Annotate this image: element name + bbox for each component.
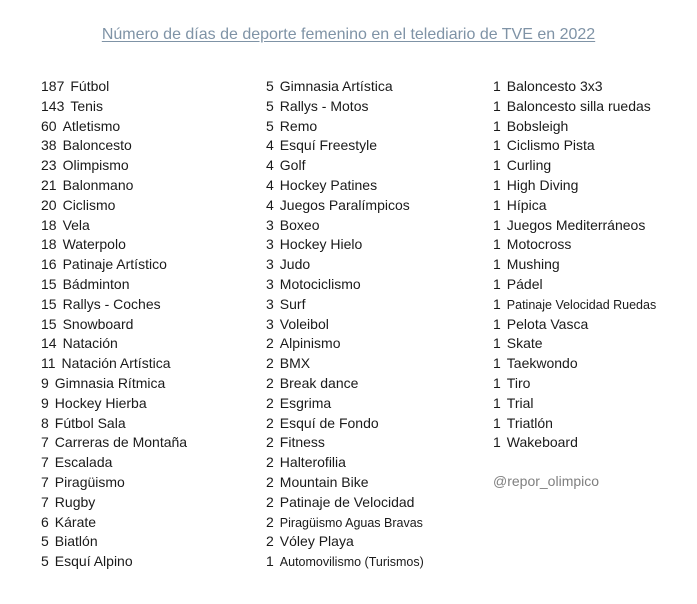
day-count: 6 bbox=[41, 513, 49, 530]
column-1 bbox=[41, 77, 187, 572]
day-count: 1 bbox=[493, 97, 501, 114]
list-item bbox=[493, 394, 656, 414]
day-count: 9 bbox=[41, 394, 49, 411]
sport-name: Mountain Bike bbox=[279, 473, 369, 490]
list-item bbox=[41, 216, 187, 236]
list-item bbox=[41, 117, 187, 137]
column-2 bbox=[266, 77, 424, 572]
day-count: 18 bbox=[41, 216, 57, 233]
day-count: 3 bbox=[266, 236, 274, 253]
list-item bbox=[266, 216, 424, 236]
list-item bbox=[266, 414, 424, 434]
sport-name: Hockey Hielo bbox=[279, 236, 363, 253]
sport-name: Kárate bbox=[54, 513, 97, 530]
sport-name: Patinaje Velocidad Ruedas bbox=[506, 297, 657, 312]
list-item bbox=[493, 374, 656, 394]
list-item bbox=[493, 354, 656, 374]
sport-name: Halterofilia bbox=[279, 454, 346, 471]
day-count: 2 bbox=[266, 533, 274, 550]
day-count: 1 bbox=[493, 414, 501, 431]
list-item bbox=[493, 97, 656, 117]
list-item bbox=[493, 156, 656, 176]
day-count: 2 bbox=[266, 374, 274, 391]
sport-name: High Diving bbox=[506, 176, 579, 193]
list-item bbox=[266, 354, 424, 374]
day-count: 143 bbox=[41, 97, 65, 114]
day-count: 1 bbox=[493, 216, 501, 233]
list-item bbox=[41, 176, 187, 196]
list-item bbox=[266, 513, 424, 533]
sport-name: Boxeo bbox=[279, 216, 320, 233]
day-count: 7 bbox=[41, 434, 49, 451]
list-item bbox=[266, 117, 424, 137]
sport-name: Fútbol Sala bbox=[54, 414, 126, 431]
day-count: 3 bbox=[266, 275, 274, 292]
list-item bbox=[41, 156, 187, 176]
sport-name: Remo bbox=[279, 117, 318, 134]
list-item bbox=[266, 552, 424, 572]
day-count: 1 bbox=[493, 355, 501, 372]
list-item bbox=[41, 493, 187, 513]
day-count: 20 bbox=[41, 196, 57, 213]
list-item bbox=[266, 136, 424, 156]
day-count: 23 bbox=[41, 157, 57, 174]
list-item bbox=[493, 295, 656, 315]
day-count: 5 bbox=[41, 553, 49, 570]
list-item bbox=[41, 532, 187, 552]
list-item bbox=[41, 513, 187, 533]
sport-name: Baloncesto silla ruedas bbox=[506, 97, 651, 114]
day-count: 3 bbox=[266, 315, 274, 332]
list-item bbox=[41, 77, 187, 97]
list-item bbox=[41, 354, 187, 374]
sport-name: Skate bbox=[506, 335, 543, 352]
sport-name: Trial bbox=[506, 394, 534, 411]
sport-name: Escalada bbox=[54, 454, 113, 471]
sport-name: Piragüismo bbox=[54, 473, 125, 490]
day-count: 5 bbox=[41, 533, 49, 550]
sport-name: Taekwondo bbox=[506, 355, 578, 372]
sport-name: Hípica bbox=[506, 196, 547, 213]
day-count: 2 bbox=[266, 355, 274, 372]
sport-name: Judo bbox=[279, 256, 311, 273]
sport-name: Hockey Patines bbox=[279, 176, 378, 193]
day-count: 1 bbox=[493, 256, 501, 273]
day-count: 4 bbox=[266, 137, 274, 154]
list-item bbox=[493, 433, 656, 453]
day-count: 1 bbox=[493, 394, 501, 411]
day-count: 4 bbox=[266, 176, 274, 193]
list-item bbox=[266, 334, 424, 354]
list-item bbox=[493, 235, 656, 255]
sport-name: Atletismo bbox=[62, 117, 121, 134]
list-item bbox=[493, 117, 656, 137]
day-count: 5 bbox=[266, 78, 274, 94]
day-count: 2 bbox=[266, 394, 274, 411]
sport-name: Pádel bbox=[506, 275, 543, 292]
page-title: Número de días de deporte femenino en el telediario de TVE en 2022 bbox=[101, 26, 596, 43]
list-item bbox=[266, 156, 424, 176]
list-item bbox=[41, 235, 187, 255]
sport-name: Ciclismo bbox=[62, 196, 116, 213]
day-count: 1 bbox=[493, 78, 501, 94]
sport-name: Baloncesto bbox=[62, 137, 132, 154]
list-item bbox=[493, 196, 656, 216]
sport-name: Surf bbox=[279, 295, 306, 312]
list-item bbox=[41, 136, 187, 156]
day-count: 15 bbox=[41, 275, 57, 292]
day-count: 2 bbox=[266, 473, 274, 490]
day-count: 2 bbox=[266, 434, 274, 451]
list-item bbox=[266, 176, 424, 196]
sport-name: Patinaje Artístico bbox=[62, 256, 167, 273]
list-item bbox=[41, 97, 187, 117]
sport-name: Gimnasia Rítmica bbox=[54, 374, 166, 391]
sport-name: Balonmano bbox=[62, 176, 134, 193]
day-count: 1 bbox=[493, 335, 501, 352]
day-count: 7 bbox=[41, 454, 49, 471]
day-count: 18 bbox=[41, 236, 57, 253]
day-count: 1 bbox=[493, 176, 501, 193]
list-item bbox=[266, 275, 424, 295]
sport-name: Esquí de Fondo bbox=[279, 414, 379, 431]
list-item bbox=[41, 334, 187, 354]
sport-name: Natación Artística bbox=[61, 355, 171, 372]
list-item bbox=[493, 216, 656, 236]
sport-name: Automovilismo (Turismos) bbox=[279, 555, 424, 570]
sport-name: Baloncesto 3x3 bbox=[506, 78, 603, 94]
day-count: 187 bbox=[41, 78, 65, 94]
sport-name: Waterpolo bbox=[62, 236, 126, 253]
day-count: 60 bbox=[41, 117, 57, 134]
sport-name: Snowboard bbox=[62, 315, 134, 332]
sport-name: Break dance bbox=[279, 374, 359, 391]
day-count: 7 bbox=[41, 493, 49, 510]
list-item bbox=[493, 77, 656, 97]
list-item bbox=[493, 414, 656, 434]
sport-name: Curling bbox=[506, 157, 552, 174]
day-count: 5 bbox=[266, 117, 274, 134]
day-count: 38 bbox=[41, 137, 57, 154]
sport-name: Hockey Hierba bbox=[54, 394, 147, 411]
list-item bbox=[41, 275, 187, 295]
list-item bbox=[41, 552, 187, 572]
sport-name: Patinaje de Velocidad bbox=[279, 493, 415, 510]
list-item bbox=[41, 255, 187, 275]
day-count: 1 bbox=[493, 236, 501, 253]
sport-name: Rallys - Motos bbox=[279, 97, 369, 114]
day-count: 1 bbox=[266, 553, 274, 570]
list-item bbox=[266, 453, 424, 473]
list-item bbox=[41, 473, 187, 493]
list-item bbox=[41, 453, 187, 473]
day-count: 8 bbox=[41, 414, 49, 431]
sport-name: Tiro bbox=[506, 374, 531, 391]
list-item bbox=[266, 235, 424, 255]
sport-name: Fútbol bbox=[70, 78, 110, 94]
day-count: 3 bbox=[266, 256, 274, 273]
sport-name: Fitness bbox=[279, 434, 325, 451]
day-count: 1 bbox=[493, 157, 501, 174]
sport-name: Pelota Vasca bbox=[506, 315, 589, 332]
sport-name: Natación bbox=[62, 335, 118, 352]
day-count: 2 bbox=[266, 454, 274, 471]
list-item bbox=[266, 493, 424, 513]
sport-name: Voleibol bbox=[279, 315, 329, 332]
sport-name: Esquí Freestyle bbox=[279, 137, 378, 154]
list-item bbox=[266, 255, 424, 275]
day-count: 1 bbox=[493, 117, 501, 134]
day-count: 1 bbox=[493, 275, 501, 292]
sport-name: Bobsleigh bbox=[506, 117, 569, 134]
day-count: 1 bbox=[493, 137, 501, 154]
sport-name: Motocross bbox=[506, 236, 572, 253]
sport-name: Biatlón bbox=[54, 533, 98, 550]
list-item bbox=[41, 414, 187, 434]
sport-name: Tenis bbox=[70, 97, 104, 114]
day-count: 15 bbox=[41, 315, 57, 332]
sport-name: Rallys - Coches bbox=[62, 295, 161, 312]
sport-name: Ciclismo Pista bbox=[506, 137, 595, 154]
list-item bbox=[41, 374, 187, 394]
sport-name: Mushing bbox=[506, 256, 560, 273]
list-item bbox=[266, 433, 424, 453]
sport-name: Motociclismo bbox=[279, 275, 361, 292]
list-item bbox=[41, 433, 187, 453]
day-count: 3 bbox=[266, 295, 274, 312]
day-count: 11 bbox=[41, 355, 56, 372]
day-count: 14 bbox=[41, 335, 57, 352]
sport-name: Vóley Playa bbox=[279, 533, 354, 550]
day-count: 1 bbox=[493, 295, 501, 312]
sport-name: Golf bbox=[279, 157, 306, 174]
sport-name: Triatlón bbox=[506, 414, 553, 431]
list-item bbox=[493, 275, 656, 295]
sport-name: BMX bbox=[279, 355, 311, 372]
sport-name: Olimpismo bbox=[62, 157, 129, 174]
list-item bbox=[493, 136, 656, 156]
day-count: 1 bbox=[493, 196, 501, 213]
day-count: 1 bbox=[493, 434, 501, 451]
sport-name: Piragüismo Aguas Bravas bbox=[279, 515, 423, 530]
sport-name: Esgrima bbox=[279, 394, 332, 411]
list-item bbox=[266, 196, 424, 216]
day-count: 2 bbox=[266, 414, 274, 431]
day-count: 9 bbox=[41, 374, 49, 391]
list-item bbox=[266, 77, 424, 97]
sport-name: Bádminton bbox=[62, 275, 130, 292]
list-item bbox=[493, 255, 656, 275]
day-count: 21 bbox=[41, 176, 57, 193]
list-item bbox=[266, 374, 424, 394]
list-item bbox=[266, 532, 424, 552]
list-item bbox=[41, 196, 187, 216]
day-count: 2 bbox=[266, 493, 274, 510]
list-item bbox=[493, 315, 656, 335]
day-count: 1 bbox=[493, 374, 501, 391]
sport-name: Rugby bbox=[54, 493, 96, 510]
day-count: 1 bbox=[493, 315, 501, 332]
column-3 bbox=[493, 77, 656, 453]
list-item bbox=[493, 334, 656, 354]
day-count: 2 bbox=[266, 513, 274, 530]
list-item bbox=[266, 295, 424, 315]
sport-name: Esquí Alpino bbox=[54, 553, 133, 570]
day-count: 4 bbox=[266, 196, 274, 213]
sport-name: Juegos Mediterráneos bbox=[506, 216, 646, 233]
day-count: 3 bbox=[266, 216, 274, 233]
author-handle: @repor_olimpico bbox=[493, 473, 600, 489]
sport-name: Juegos Paralímpicos bbox=[279, 196, 410, 213]
list-item bbox=[41, 315, 187, 335]
day-count: 15 bbox=[41, 295, 57, 312]
sport-name: Alpinismo bbox=[279, 335, 341, 352]
list-item bbox=[266, 97, 424, 117]
sport-name: Vela bbox=[62, 216, 90, 233]
list-item bbox=[266, 315, 424, 335]
sport-name: Carreras de Montaña bbox=[54, 434, 188, 451]
list-item bbox=[41, 394, 187, 414]
day-count: 7 bbox=[41, 473, 49, 490]
list-item bbox=[41, 295, 187, 315]
list-item bbox=[266, 394, 424, 414]
list-item bbox=[266, 473, 424, 493]
day-count: 16 bbox=[41, 256, 57, 273]
list-item bbox=[493, 176, 656, 196]
day-count: 2 bbox=[266, 335, 274, 352]
day-count: 4 bbox=[266, 157, 274, 174]
sport-name: Gimnasia Artística bbox=[279, 78, 393, 94]
sport-name: Wakeboard bbox=[506, 434, 578, 451]
day-count: 5 bbox=[266, 97, 274, 114]
